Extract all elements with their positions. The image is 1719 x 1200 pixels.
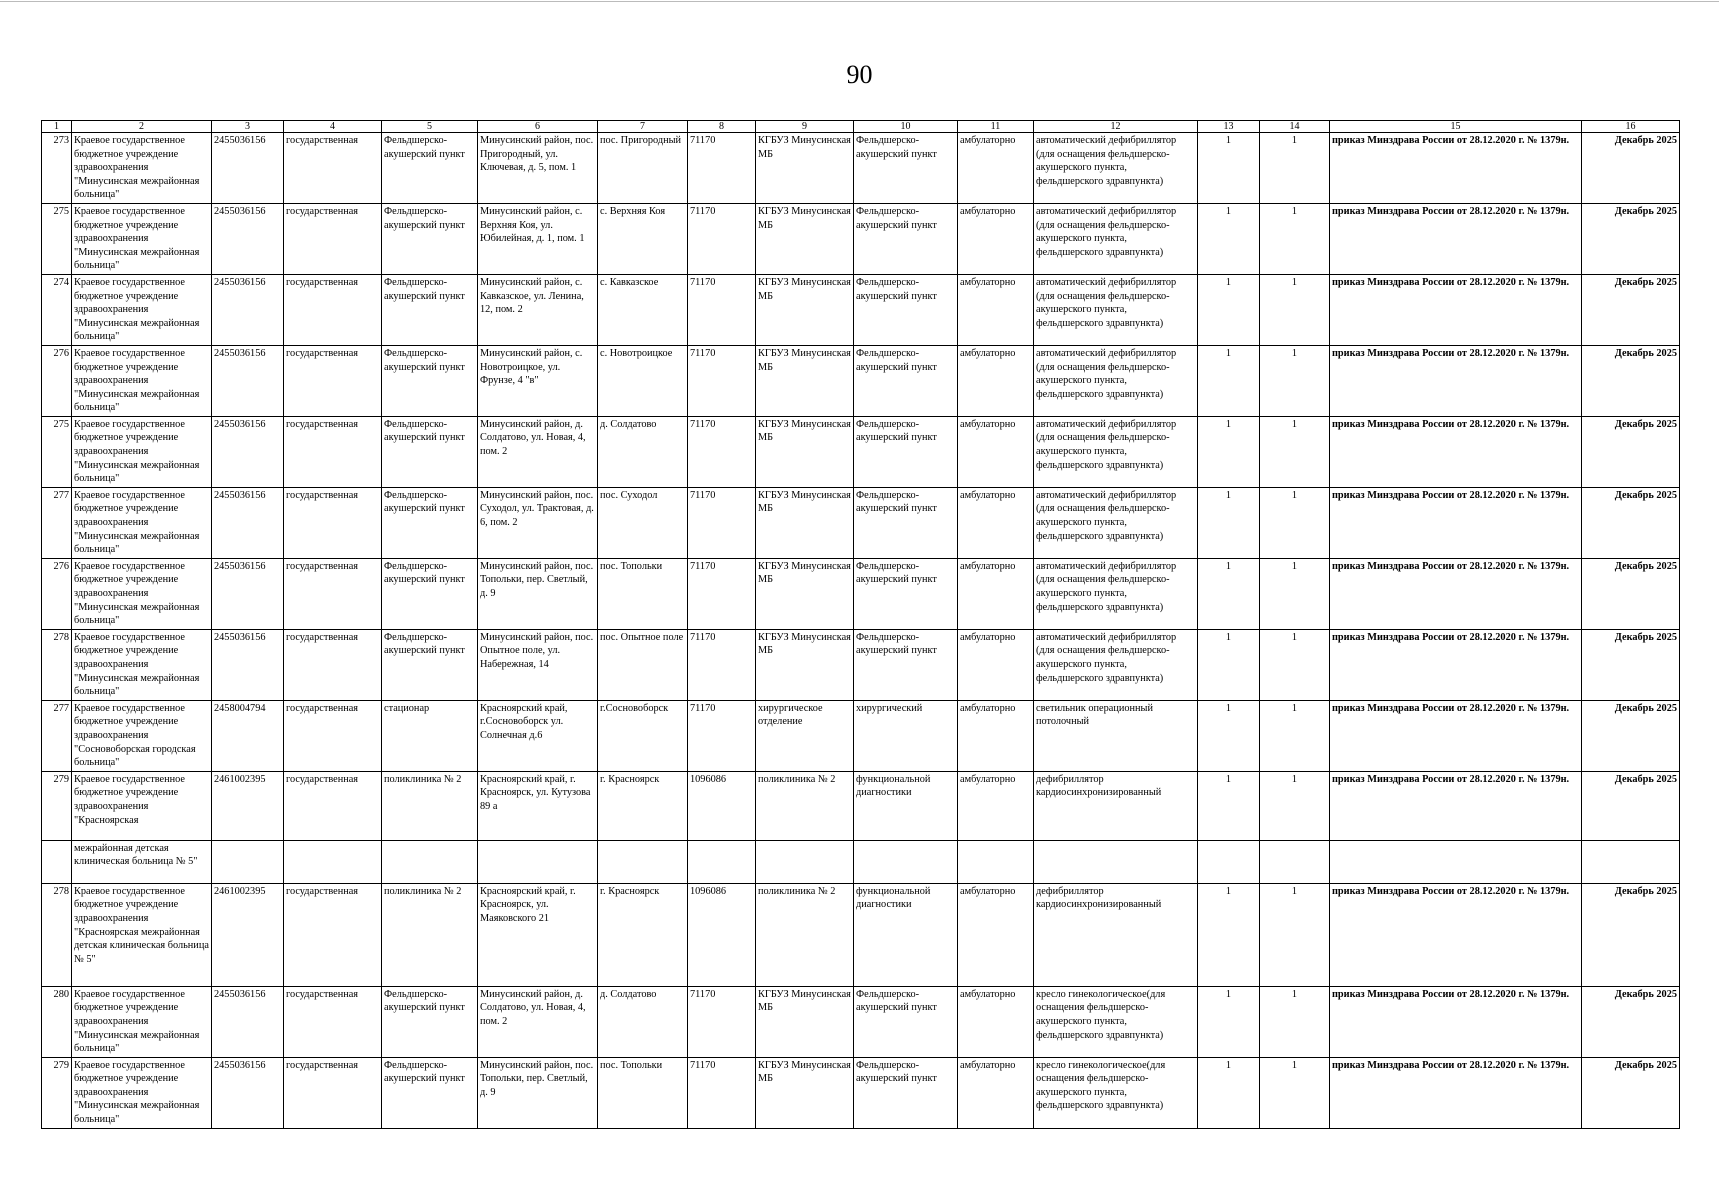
empty-cell: [1034, 840, 1198, 883]
subdivision-cell: Фельдшерско-акушерский пункт: [854, 487, 958, 558]
unit-cell: Фельдшерско-акушерский пункт: [382, 487, 478, 558]
unit-cell: Фельдшерско-акушерский пункт: [382, 986, 478, 1057]
subdivision-cell: функциональной диагностики: [854, 771, 958, 840]
condition-cell: амбулаторно: [958, 345, 1034, 416]
row-number-cell: 274: [42, 274, 72, 345]
organization-cell: Краевое государственное бюджетное учреждение здравоохранения "Минусинская межрайонная больница": [72, 558, 212, 629]
address-cell: Минусинский район, д. Солдатово, ул. Новая, 4, пом. 2: [478, 986, 598, 1057]
empty-cell: [598, 840, 688, 883]
ownership-cell: государственная: [284, 986, 382, 1057]
quantity-cell: 1: [1260, 558, 1330, 629]
quantity-cell: 1: [1198, 986, 1260, 1057]
basis-cell: приказ Минздрава России от 28.12.2020 г. № 1379н.: [1330, 416, 1582, 487]
oktmo-cell: 71170: [688, 345, 756, 416]
inn-cell: 2461002395: [212, 883, 284, 986]
address-cell: Красноярский край, г. Красноярск, ул. Маяковского 21: [478, 883, 598, 986]
basis-cell: приказ Минздрава России от 28.12.2020 г. № 1379н.: [1330, 771, 1582, 840]
locality-cell: с. Новотроицкое: [598, 345, 688, 416]
inn-cell: 2461002395: [212, 771, 284, 840]
row-number-cell: 278: [42, 629, 72, 700]
inn-cell: 2455036156: [212, 986, 284, 1057]
row-number-cell: 273: [42, 133, 72, 204]
basis-cell: приказ Минздрава России от 28.12.2020 г. № 1379н.: [1330, 629, 1582, 700]
organization-cell: Краевое государственное бюджетное учреждение здравоохранения "Красноярская: [72, 771, 212, 840]
organization-cell: Краевое государственное бюджетное учреждение здравоохранения "Минусинская межрайонная больница": [72, 487, 212, 558]
equipment-cell: автоматический дефибриллятор (для оснащения фельдшерско-акушерского пункта, фельдшерского здравпункта): [1034, 133, 1198, 204]
subdivision-cell: Фельдшерско-акушерский пункт: [854, 133, 958, 204]
department-cell: КГБУЗ Минусинская МБ: [756, 629, 854, 700]
subdivision-cell: Фельдшерско-акушерский пункт: [854, 274, 958, 345]
quantity-cell: 1: [1260, 203, 1330, 274]
ownership-cell: государственная: [284, 274, 382, 345]
date-cell: Декабрь 2025: [1582, 416, 1680, 487]
oktmo-cell: 1096086: [688, 771, 756, 840]
subdivision-cell: Фельдшерско-акушерский пункт: [854, 1057, 958, 1128]
address-cell: Минусинский район, пос. Топольки, пер. Светлый, д. 9: [478, 1057, 598, 1128]
registry-table: [41, 120, 1680, 1129]
locality-cell: с. Верхняя Коя: [598, 203, 688, 274]
locality-cell: пос. Пригородный: [598, 133, 688, 204]
date-cell: Декабрь 2025: [1582, 345, 1680, 416]
subdivision-cell: хирургический: [854, 700, 958, 771]
equipment-cell: дефибриллятор кардиосинхронизированный: [1034, 771, 1198, 840]
subdivision-cell: Фельдшерско-акушерский пункт: [854, 629, 958, 700]
oktmo-cell: 71170: [688, 558, 756, 629]
equipment-cell: автоматический дефибриллятор (для оснащения фельдшерско-акушерского пункта, фельдшерского здравпункта): [1034, 487, 1198, 558]
quantity-cell: 1: [1198, 883, 1260, 986]
ownership-cell: государственная: [284, 345, 382, 416]
unit-cell: Фельдшерско-акушерский пункт: [382, 558, 478, 629]
condition-cell: амбулаторно: [958, 274, 1034, 345]
quantity-cell: 1: [1260, 345, 1330, 416]
row-number-cell: 276: [42, 345, 72, 416]
row-number-cell: 275: [42, 203, 72, 274]
quantity-cell: 1: [1198, 629, 1260, 700]
col-header: 3: [212, 121, 284, 133]
condition-cell: амбулаторно: [958, 133, 1034, 204]
equipment-cell: дефибриллятор кардиосинхронизированный: [1034, 883, 1198, 986]
address-cell: Минусинский район, д. Солдатово, ул. Новая, 4, пом. 2: [478, 416, 598, 487]
department-cell: хирургическое отделение: [756, 700, 854, 771]
quantity-cell: 1: [1260, 700, 1330, 771]
empty-cell: [382, 840, 478, 883]
ownership-cell: государственная: [284, 133, 382, 204]
unit-cell: Фельдшерско-акушерский пункт: [382, 629, 478, 700]
quantity-cell: 1: [1198, 274, 1260, 345]
inn-cell: 2455036156: [212, 1057, 284, 1128]
ownership-cell: государственная: [284, 771, 382, 840]
oktmo-cell: 71170: [688, 1057, 756, 1128]
quantity-cell: 1: [1260, 771, 1330, 840]
condition-cell: амбулаторно: [958, 1057, 1034, 1128]
empty-cell: [1582, 840, 1680, 883]
equipment-cell: автоматический дефибриллятор (для оснащения фельдшерско-акушерского пункта, фельдшерского здравпункта): [1034, 274, 1198, 345]
department-cell: КГБУЗ Минусинская МБ: [756, 986, 854, 1057]
empty-cell: [688, 840, 756, 883]
oktmo-cell: 71170: [688, 629, 756, 700]
quantity-cell: 1: [1198, 133, 1260, 204]
inn-cell: 2458004794: [212, 700, 284, 771]
condition-cell: амбулаторно: [958, 771, 1034, 840]
address-cell: Минусинский район, пос. Суходол, ул. Трактовая, д. 6, пом. 2: [478, 487, 598, 558]
registry-body: [42, 133, 1680, 1129]
oktmo-cell: 71170: [688, 203, 756, 274]
col-header: 16: [1582, 121, 1680, 133]
table-row: [42, 345, 1680, 416]
department-cell: КГБУЗ Минусинская МБ: [756, 133, 854, 204]
locality-cell: пос. Топольки: [598, 558, 688, 629]
quantity-cell: 1: [1260, 883, 1330, 986]
department-cell: КГБУЗ Минусинская МБ: [756, 558, 854, 629]
date-cell: Декабрь 2025: [1582, 203, 1680, 274]
col-header: 11: [958, 121, 1034, 133]
basis-cell: приказ Минздрава России от 28.12.2020 г. № 1379н.: [1330, 345, 1582, 416]
unit-cell: поликлиника № 2: [382, 771, 478, 840]
oktmo-cell: 71170: [688, 274, 756, 345]
basis-cell: приказ Минздрава России от 28.12.2020 г. № 1379н.: [1330, 558, 1582, 629]
subdivision-cell: Фельдшерско-акушерский пункт: [854, 986, 958, 1057]
row-number-cell: 278: [42, 883, 72, 986]
unit-cell: стационар: [382, 700, 478, 771]
table-row: [42, 629, 1680, 700]
empty-cell: [756, 840, 854, 883]
empty-cell: [284, 840, 382, 883]
address-cell: Минусинский район, пос. Топольки, пер. Светлый, д. 9: [478, 558, 598, 629]
unit-cell: Фельдшерско-акушерский пункт: [382, 203, 478, 274]
ownership-cell: государственная: [284, 700, 382, 771]
organization-continuation-cell: межрайонная детская клиническая больница № 5": [72, 840, 212, 883]
unit-cell: Фельдшерско-акушерский пункт: [382, 345, 478, 416]
date-cell: Декабрь 2025: [1582, 883, 1680, 986]
row-number-cell: 277: [42, 700, 72, 771]
row-number-cell: 280: [42, 986, 72, 1057]
organization-cell: Краевое государственное бюджетное учреждение здравоохранения "Минусинская межрайонная больница": [72, 629, 212, 700]
ownership-cell: государственная: [284, 203, 382, 274]
address-cell: Красноярский край, г.Сосновоборск ул. Солнечная д.6: [478, 700, 598, 771]
date-cell: Декабрь 2025: [1582, 558, 1680, 629]
basis-cell: приказ Минздрава России от 28.12.2020 г. № 1379н.: [1330, 700, 1582, 771]
organization-cell: Краевое государственное бюджетное учреждение здравоохранения "Сосновоборская городская больница": [72, 700, 212, 771]
col-header: 5: [382, 121, 478, 133]
organization-cell: Краевое государственное бюджетное учреждение здравоохранения "Минусинская межрайонная больница": [72, 1057, 212, 1128]
organization-cell: Краевое государственное бюджетное учреждение здравоохранения "Минусинская межрайонная больница": [72, 133, 212, 204]
date-cell: Декабрь 2025: [1582, 487, 1680, 558]
locality-cell: г. Красноярск: [598, 771, 688, 840]
equipment-cell: автоматический дефибриллятор (для оснащения фельдшерско-акушерского пункта, фельдшерского здравпункта): [1034, 629, 1198, 700]
quantity-cell: 1: [1198, 487, 1260, 558]
row-number-cell: 276: [42, 558, 72, 629]
locality-cell: с. Кавказское: [598, 274, 688, 345]
subdivision-cell: Фельдшерско-акушерский пункт: [854, 203, 958, 274]
empty-cell: [1330, 840, 1582, 883]
date-cell: Декабрь 2025: [1582, 1057, 1680, 1128]
basis-cell: приказ Минздрава России от 28.12.2020 г. № 1379н.: [1330, 133, 1582, 204]
col-header: 10: [854, 121, 958, 133]
col-header: 13: [1198, 121, 1260, 133]
col-header: 6: [478, 121, 598, 133]
empty-cell: [1260, 840, 1330, 883]
col-header: 4: [284, 121, 382, 133]
condition-cell: амбулаторно: [958, 883, 1034, 986]
date-cell: Декабрь 2025: [1582, 274, 1680, 345]
ownership-cell: государственная: [284, 558, 382, 629]
col-header: 15: [1330, 121, 1582, 133]
row-number-cell: 279: [42, 771, 72, 840]
quantity-cell: 1: [1198, 416, 1260, 487]
condition-cell: амбулаторно: [958, 487, 1034, 558]
ownership-cell: государственная: [284, 487, 382, 558]
table-row: [42, 416, 1680, 487]
table-row: [42, 203, 1680, 274]
locality-cell: пос. Топольки: [598, 1057, 688, 1128]
department-cell: поликлиника № 2: [756, 883, 854, 986]
organization-cell: Краевое государственное бюджетное учреждение здравоохранения "Минусинская межрайонная больница": [72, 416, 212, 487]
unit-cell: Фельдшерско-акушерский пункт: [382, 416, 478, 487]
unit-cell: Фельдшерско-акушерский пункт: [382, 133, 478, 204]
basis-cell: приказ Минздрава России от 28.12.2020 г. № 1379н.: [1330, 883, 1582, 986]
address-cell: Минусинский район, с. Новотроицкое, ул. Фрунзе, 4 "в": [478, 345, 598, 416]
row-number-cell: 277: [42, 487, 72, 558]
oktmo-cell: 71170: [688, 700, 756, 771]
locality-cell: пос. Опытное поле: [598, 629, 688, 700]
equipment-cell: кресло гинекологическое(для оснащения фельдшерско-акушерского пункта, фельдшерского здравпункта): [1034, 986, 1198, 1057]
subdivision-cell: Фельдшерско-акушерский пункт: [854, 416, 958, 487]
empty-cell: [1198, 840, 1260, 883]
col-header: 7: [598, 121, 688, 133]
condition-cell: амбулаторно: [958, 558, 1034, 629]
table-row: [42, 558, 1680, 629]
table-row: [42, 840, 1680, 883]
condition-cell: амбулаторно: [958, 986, 1034, 1057]
locality-cell: г.Сосновоборск: [598, 700, 688, 771]
organization-cell: Краевое государственное бюджетное учреждение здравоохранения "Минусинская межрайонная больница": [72, 203, 212, 274]
inn-cell: 2455036156: [212, 558, 284, 629]
quantity-cell: 1: [1198, 1057, 1260, 1128]
equipment-cell: кресло гинекологическое(для оснащения фельдшерско-акушерского пункта, фельдшерского здравпункта): [1034, 1057, 1198, 1128]
subdivision-cell: функциональной диагностики: [854, 883, 958, 986]
inn-cell: 2455036156: [212, 487, 284, 558]
condition-cell: амбулаторно: [958, 416, 1034, 487]
col-header: 14: [1260, 121, 1330, 133]
table-row: [42, 771, 1680, 840]
empty-cell: [958, 840, 1034, 883]
empty-cell: [478, 840, 598, 883]
empty-cell: [42, 840, 72, 883]
basis-cell: приказ Минздрава России от 28.12.2020 г. № 1379н.: [1330, 274, 1582, 345]
row-number-cell: 275: [42, 416, 72, 487]
equipment-cell: автоматический дефибриллятор (для оснащения фельдшерско-акушерского пункта, фельдшерского здравпункта): [1034, 416, 1198, 487]
locality-cell: г. Красноярск: [598, 883, 688, 986]
col-header: 12: [1034, 121, 1198, 133]
department-cell: КГБУЗ Минусинская МБ: [756, 345, 854, 416]
unit-cell: Фельдшерско-акушерский пункт: [382, 274, 478, 345]
unit-cell: поликлиника № 2: [382, 883, 478, 986]
quantity-cell: 1: [1198, 345, 1260, 416]
address-cell: Минусинский район, пос. Пригородный, ул. Ключевая, д. 5, пом. 1: [478, 133, 598, 204]
equipment-cell: автоматический дефибриллятор (для оснащения фельдшерско-акушерского пункта, фельдшерского здравпункта): [1034, 558, 1198, 629]
table-row: [42, 883, 1680, 986]
ownership-cell: государственная: [284, 629, 382, 700]
quantity-cell: 1: [1198, 700, 1260, 771]
quantity-cell: 1: [1260, 416, 1330, 487]
inn-cell: 2455036156: [212, 203, 284, 274]
unit-cell: Фельдшерско-акушерский пункт: [382, 1057, 478, 1128]
top-scan-line: [0, 1, 1719, 2]
basis-cell: приказ Минздрава России от 28.12.2020 г. № 1379н.: [1330, 203, 1582, 274]
quantity-cell: 1: [1198, 771, 1260, 840]
quantity-cell: 1: [1198, 558, 1260, 629]
department-cell: КГБУЗ Минусинская МБ: [756, 1057, 854, 1128]
locality-cell: д. Солдатово: [598, 986, 688, 1057]
ownership-cell: государственная: [284, 416, 382, 487]
col-header: 9: [756, 121, 854, 133]
department-cell: КГБУЗ Минусинская МБ: [756, 487, 854, 558]
date-cell: Декабрь 2025: [1582, 771, 1680, 840]
department-cell: поликлиника № 2: [756, 771, 854, 840]
inn-cell: 2455036156: [212, 133, 284, 204]
oktmo-cell: 71170: [688, 416, 756, 487]
quantity-cell: 1: [1198, 203, 1260, 274]
organization-cell: Краевое государственное бюджетное учреждение здравоохранения "Минусинская межрайонная больница": [72, 345, 212, 416]
subdivision-cell: Фельдшерско-акушерский пункт: [854, 558, 958, 629]
ownership-cell: государственная: [284, 1057, 382, 1128]
table-row: [42, 700, 1680, 771]
department-cell: КГБУЗ Минусинская МБ: [756, 416, 854, 487]
oktmo-cell: 71170: [688, 487, 756, 558]
table-row: [42, 487, 1680, 558]
organization-cell: Краевое государственное бюджетное учреждение здравоохранения "Минусинская межрайонная больница": [72, 986, 212, 1057]
oktmo-cell: 71170: [688, 133, 756, 204]
quantity-cell: 1: [1260, 133, 1330, 204]
date-cell: Декабрь 2025: [1582, 133, 1680, 204]
condition-cell: амбулаторно: [958, 203, 1034, 274]
department-cell: КГБУЗ Минусинская МБ: [756, 203, 854, 274]
organization-cell: Краевое государственное бюджетное учреждение здравоохранения "Минусинская межрайонная больница": [72, 274, 212, 345]
address-cell: Красноярский край, г. Красноярск, ул. Кутузова 89 а: [478, 771, 598, 840]
inn-cell: 2455036156: [212, 345, 284, 416]
table-row: [42, 986, 1680, 1057]
basis-cell: приказ Минздрава России от 28.12.2020 г. № 1379н.: [1330, 487, 1582, 558]
empty-cell: [212, 840, 284, 883]
table-row: [42, 1057, 1680, 1128]
oktmo-cell: 71170: [688, 986, 756, 1057]
equipment-cell: автоматический дефибриллятор (для оснащения фельдшерско-акушерского пункта, фельдшерского здравпункта): [1034, 203, 1198, 274]
ownership-cell: государственная: [284, 883, 382, 986]
col-header: 2: [72, 121, 212, 133]
col-header: 1: [42, 121, 72, 133]
date-cell: Декабрь 2025: [1582, 700, 1680, 771]
locality-cell: пос. Суходол: [598, 487, 688, 558]
equipment-cell: светильник операционный потолочный: [1034, 700, 1198, 771]
basis-cell: приказ Минздрава России от 28.12.2020 г. № 1379н.: [1330, 986, 1582, 1057]
column-numbers-row: [42, 121, 1680, 133]
basis-cell: приказ Минздрава России от 28.12.2020 г. № 1379н.: [1330, 1057, 1582, 1128]
quantity-cell: 1: [1260, 629, 1330, 700]
quantity-cell: 1: [1260, 1057, 1330, 1128]
page-number: 90: [846, 60, 873, 89]
inn-cell: 2455036156: [212, 629, 284, 700]
date-cell: Декабрь 2025: [1582, 629, 1680, 700]
quantity-cell: 1: [1260, 274, 1330, 345]
col-header: 8: [688, 121, 756, 133]
department-cell: КГБУЗ Минусинская МБ: [756, 274, 854, 345]
inn-cell: 2455036156: [212, 416, 284, 487]
condition-cell: амбулаторно: [958, 629, 1034, 700]
table-row: [42, 133, 1680, 204]
organization-cell: Краевое государственное бюджетное учреждение здравоохранения "Красноярская межрайонная детская клиническая больница № 5": [72, 883, 212, 986]
address-cell: Минусинский район, с. Верхняя Коя, ул. Юбилейная, д. 1, пом. 1: [478, 203, 598, 274]
subdivision-cell: Фельдшерско-акушерский пункт: [854, 345, 958, 416]
address-cell: Минусинский район, пос. Опытное поле, ул. Набережная, 14: [478, 629, 598, 700]
condition-cell: амбулаторно: [958, 700, 1034, 771]
quantity-cell: 1: [1260, 986, 1330, 1057]
date-cell: Декабрь 2025: [1582, 986, 1680, 1057]
oktmo-cell: 1096086: [688, 883, 756, 986]
table-row: [42, 274, 1680, 345]
inn-cell: 2455036156: [212, 274, 284, 345]
equipment-cell: автоматический дефибриллятор (для оснащения фельдшерско-акушерского пункта, фельдшерского здравпункта): [1034, 345, 1198, 416]
row-number-cell: 279: [42, 1057, 72, 1128]
locality-cell: д. Солдатово: [598, 416, 688, 487]
address-cell: Минусинский район, с. Кавказское, ул. Ленина, 12, пом. 2: [478, 274, 598, 345]
quantity-cell: 1: [1260, 487, 1330, 558]
empty-cell: [854, 840, 958, 883]
